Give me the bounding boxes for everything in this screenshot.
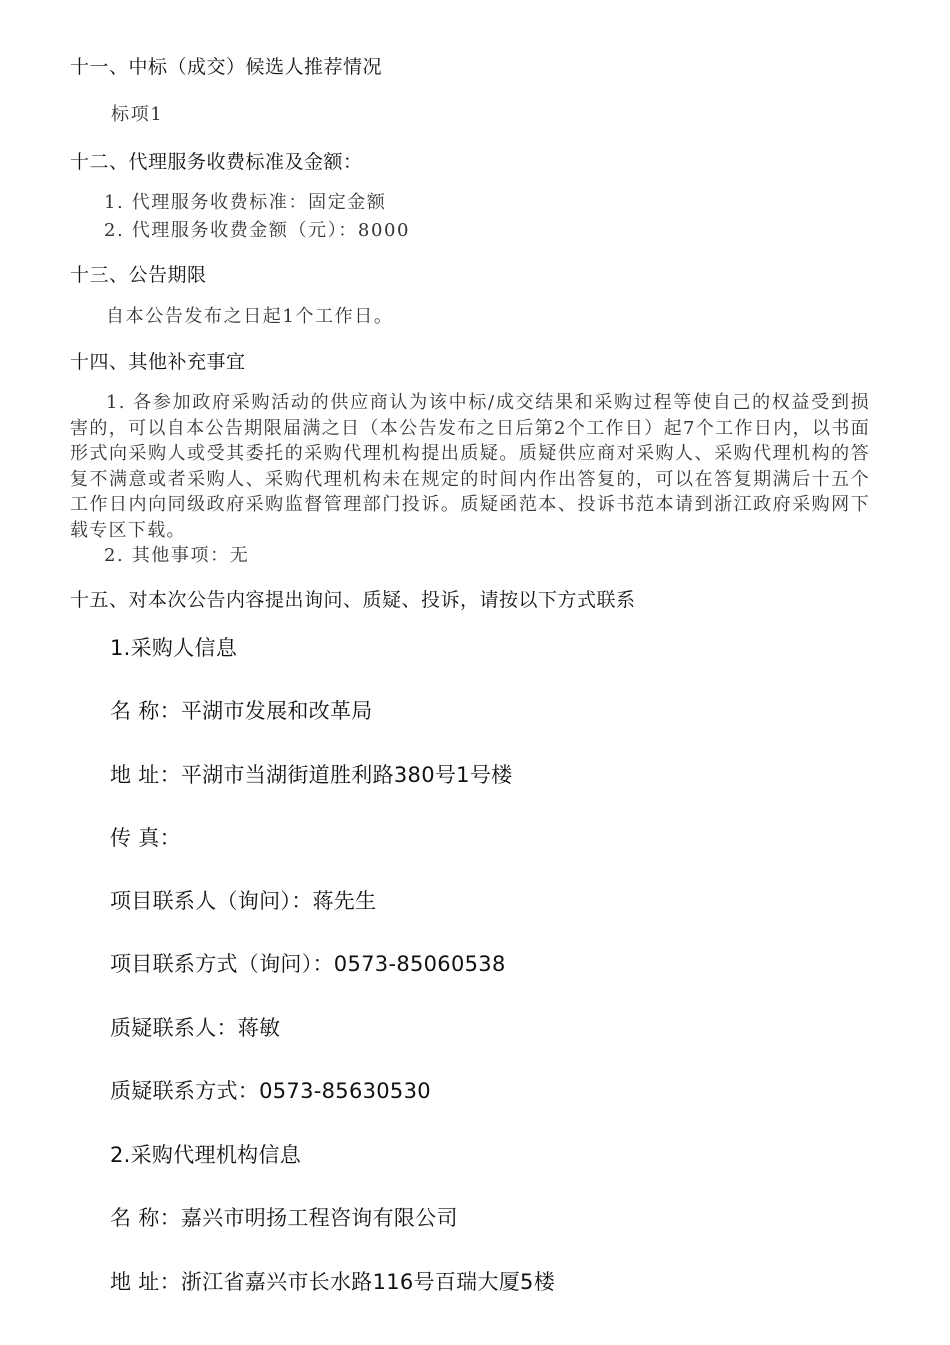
challenge-phone: 质疑联系方式：0573-85630530 (110, 1079, 431, 1103)
section-15-heading: 十五、对本次公告内容提出询问、质疑、投诉，请按以下方式联系 (70, 589, 636, 611)
agency-name: 名 称：嘉兴市明扬工程咨询有限公司 (110, 1206, 458, 1230)
section-14-heading: 十四、其他补充事宜 (70, 351, 246, 373)
notice-period-text: 自本公告发布之日起1个工作日。 (106, 306, 394, 327)
section-11-heading: 十一、中标（成交）候选人推荐情况 (70, 56, 383, 78)
purchaser-fax: 传 真： (110, 826, 181, 850)
lot-item: 标项1 (111, 104, 164, 125)
purchaser-name: 名 称：平湖市发展和改革局 (110, 699, 373, 723)
fee-amount: 2. 代理服务收费金额（元）：8000 (104, 220, 411, 241)
section-12-heading: 十二、代理服务收费标准及金额： (70, 151, 363, 173)
purchaser-phone: 项目联系方式（询问）：0573-85060538 (110, 952, 506, 976)
challenge-contact: 质疑联系人：蒋敏 (110, 1016, 281, 1040)
agency-info-title: 2.采购代理机构信息 (110, 1143, 302, 1167)
purchaser-address: 地 址：平湖市当湖街道胜利路380号1号楼 (110, 763, 513, 787)
agency-address: 地 址：浙江省嘉兴市长水路116号百瑞大厦5楼 (110, 1270, 556, 1294)
other-matters: 2. 其他事项：无 (104, 545, 250, 566)
purchaser-info-title: 1.采购人信息 (110, 636, 238, 660)
fee-standard: 1. 代理服务收费标准：固定金额 (104, 192, 387, 213)
section-13-heading: 十三、公告期限 (70, 264, 207, 286)
complaint-paragraph: 1. 各参加政府采购活动的供应商认为该中标/成交结果和采购过程等使自己的权益受到损害的，可以自本公告期限届满之日（本公告发布之日后第2个工作日）起7个工作日内，以书面形式向采购人或受其委托的采购代理机构提出质疑。质疑供应商对采购人、采购代理机构的答复不满意或者采购人、采购代理机构未在规定的时间内作出答复的，可以在答复期满后十五个工作日内向同级政府采购监督管理部门投诉。质疑函范本、投诉书范本请到浙江政府采购网下载专区下载。 (70, 392, 870, 541)
purchaser-contact: 项目联系人（询问）：蒋先生 (110, 889, 377, 913)
